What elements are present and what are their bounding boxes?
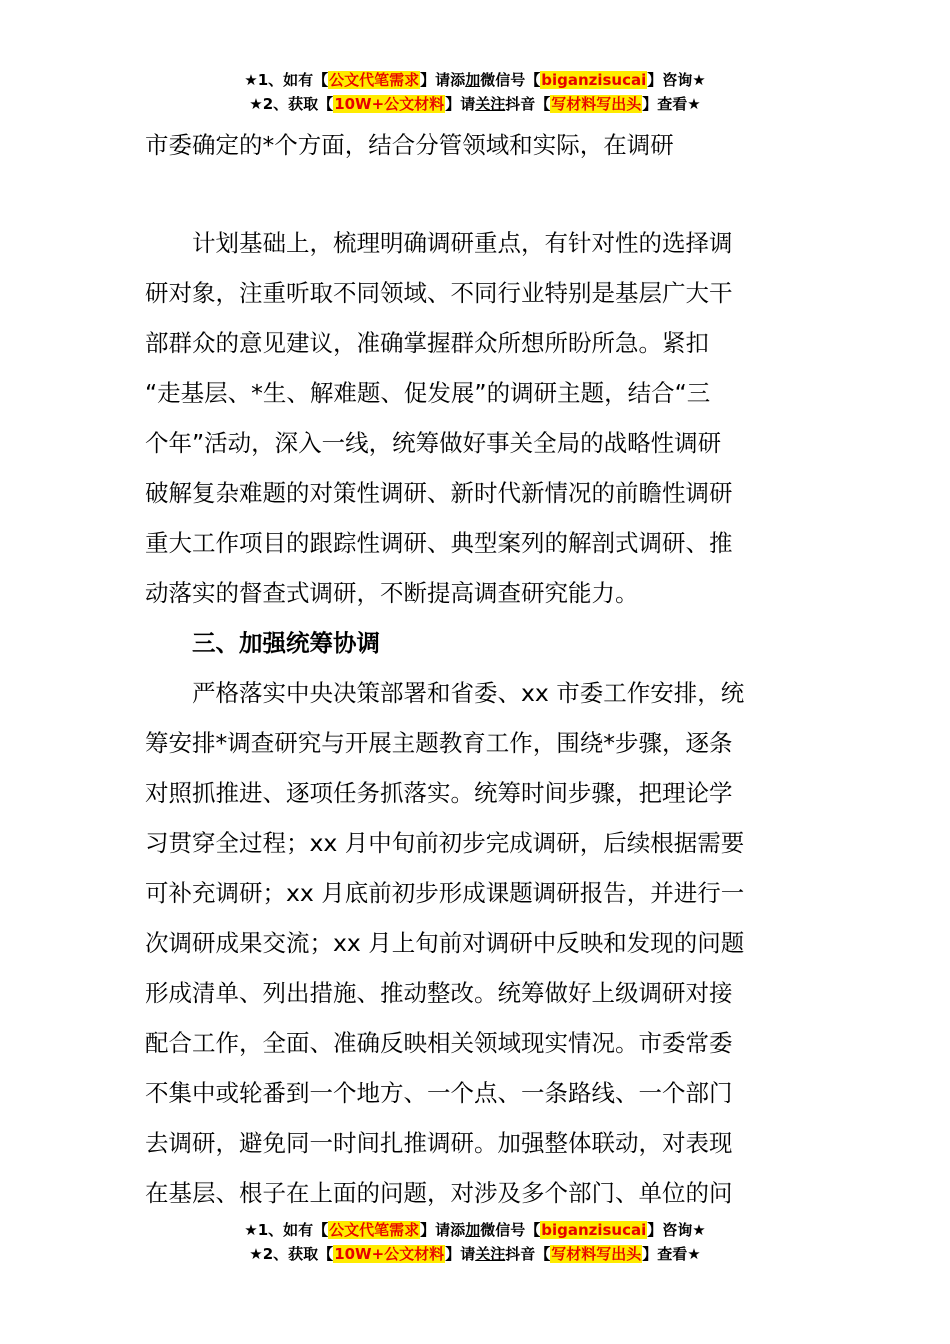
banner-underline: 关注 [475,1245,506,1263]
text-line: 去调研，避免同一时间扎推调研。加强整体联动，对表现 [145,1129,733,1157]
text-line: 严格落实中央决策部署和省委、xx 市委工作安排，统 [192,679,745,707]
text-line: 不集中或轮番到一个地方、一个点、一条路线、一个部门 [145,1079,733,1107]
banner-highlight: 10W+公文材料 [334,95,445,113]
banner-highlight: 写材料写出头 [551,1245,642,1263]
text-line: 个年”活动，深入一线，统筹做好事关全局的战略性调研 [145,429,722,457]
text-line: 筹安排*调查研究与开展主题教育工作，围绕*步骤，逐条 [145,729,733,757]
text-line: 次调研成果交流；xx 月上旬前对调研中反映和发现的问题 [145,929,745,957]
banner-text: ★2、获取【 [249,95,334,113]
text-line: 破解复杂难题的对策性调研、新时代新情况的前瞻性调研 [145,479,733,507]
banner-text: 】请 [445,1245,476,1263]
banner-text: 】咨询★ [647,1221,706,1239]
text-line: 计划基础上，梳理明确调研重点，有针对性的选择调 [192,229,733,257]
banner-text: 】请 [445,95,476,113]
text-line: “走基层、*生、解难题、促发展”的调研主题，结合“三 [145,379,711,407]
banner-line-1 [0,1218,950,1242]
text-line: 对照抓推进、逐项任务抓落实。统筹时间步骤，把理论学 [145,779,733,807]
banner-highlight: 公文代笔需求 [329,71,420,89]
banner-text: 】查看★ [642,1245,701,1263]
banner-text: 抖音【 [505,1245,551,1263]
footer-banner [0,1218,950,1266]
banner-line-2 [0,92,950,116]
banner-highlight: biganzisucai [541,71,647,89]
text-line: 部群众的意见建议，准确掌握群众所想所盼所急。紧扣 [145,329,709,357]
banner-text: 】查看★ [642,95,701,113]
text-line: 在基层、根子在上面的问题，对涉及多个部门、单位的问 [145,1179,733,1207]
text-line: 市委确定的*个方面，结合分管领域和实际，在调研 [145,131,674,159]
text-line: 可补充调研；xx 月底前初步形成课题调研报告，并进行一 [145,879,745,907]
banner-text: ★1、如有【 [244,71,329,89]
banner-text: ★2、获取【 [249,1245,334,1263]
text-line: 形成清单、列出措施、推动整改。统筹做好上级调研对接 [145,979,733,1007]
paragraph-coordination [145,668,813,1218]
header-banner [0,68,950,116]
banner-text: 】咨询★ [647,71,706,89]
text-line: 研对象，注重听取不同领域、不同行业特别是基层广大干 [145,279,733,307]
section-heading [145,618,813,668]
banner-text: 微信号【 [480,1221,541,1239]
banner-line-1 [0,68,950,92]
text-line: 配合工作，全面、准确反映相关领域现实情况。市委常委 [145,1029,733,1057]
heading-text: 三、加强统筹协调 [192,629,380,657]
banner-highlight: 公文代笔需求 [329,1221,420,1239]
banner-highlight: 写材料写出头 [551,95,642,113]
banner-underline: 关注 [475,95,506,113]
banner-highlight: biganzisucai [541,1221,647,1239]
paragraph-continuation [145,120,813,170]
paragraph-research-focus [145,218,813,618]
banner-text: 微信号【 [480,71,541,89]
text-line: 习贯穿全过程；xx 月中旬前初步完成调研，后续根据需要 [145,829,745,857]
text-line: 动落实的督查式调研，不断提高调查研究能力。 [145,579,639,607]
banner-text: 】请添 [420,71,466,89]
banner-highlight: 10W+公文材料 [334,1245,445,1263]
banner-line-2 [0,1242,950,1266]
banner-text: 抖音【 [505,95,551,113]
banner-underline: 加 [465,71,481,89]
text-line: 重大工作项目的跟踪性调研、典型案列的解剖式调研、推 [145,529,733,557]
banner-text: ★1、如有【 [244,1221,329,1239]
banner-underline: 加 [465,1221,481,1239]
banner-text: 】请添 [420,1221,466,1239]
